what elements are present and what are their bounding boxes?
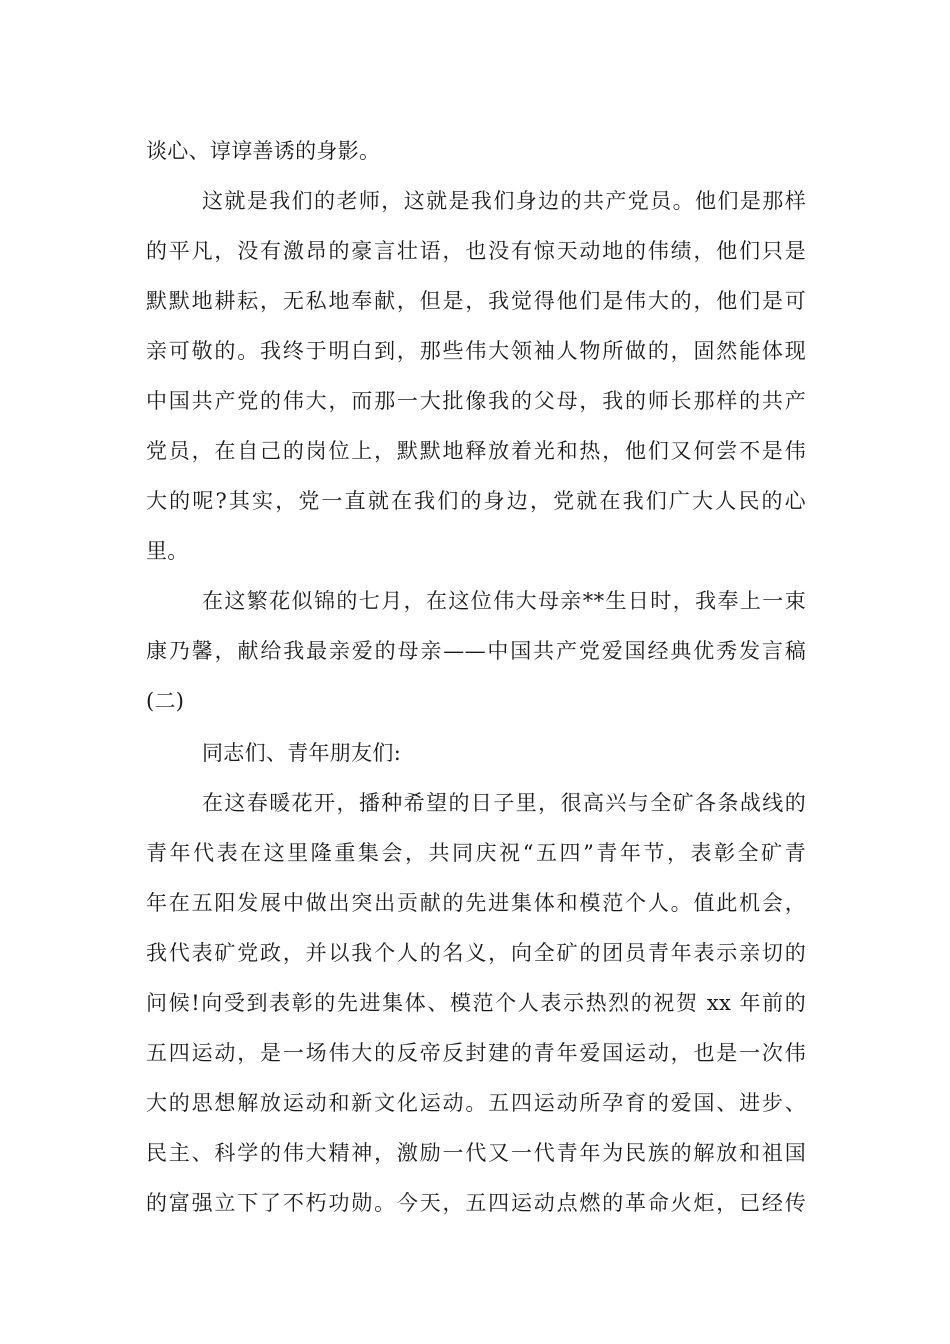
text-line: 的富强立下了不朽功勋。今天，五四运动点燃的革命火炬，已经传 [146,1191,806,1215]
text-line: 大的思想解放运动和新文化运动。五四运动所孕育的爱国、进步、 [146,1091,806,1115]
text-line: 在这春暖花开，播种希望的日子里，很高兴与全矿各条战线的 [202,791,806,815]
text-line: 在这繁花似锦的七月，在这位伟大母亲**生日时，我奉上一束 [202,589,806,613]
text-line: 默默地耕耘，无私地奉献，但是，我觉得他们是伟大的，他们是可 [146,289,806,313]
text-line: 民主、科学的伟大精神，激励一代又一代青年为民族的解放和祖国 [146,1141,806,1165]
text-line: 中国共产党的伟大，而那一大批像我的父母，我的师长那样的共产 [146,389,806,413]
text-line: (二) [146,689,185,713]
text-line: 这就是我们的老师，这就是我们身边的共产党员。他们是那样 [202,189,806,213]
text-line: 青年代表在这里隆重集会，共同庆祝“五四”青年节，表彰全矿青 [146,841,806,865]
text-line: 亲可敬的。我终于明白到，那些伟大领袖人物所做的，固然能体现 [146,339,806,363]
text-line: 年在五阳发展中做出突出贡献的先进集体和模范个人。值此机会， [146,891,806,915]
text-line: 我代表矿党政，并以我个人的名义，向全矿的团员青年表示亲切的 [146,941,806,965]
text-line: 大的呢?其实，党一直就在我们的身边，党就在我们广大人民的心 [146,489,806,513]
text-line: 党员，在自己的岗位上，默默地释放着光和热，他们又何尝不是伟 [146,439,806,463]
text-line: 五四运动，是一场伟大的反帝反封建的青年爱国运动，也是一次伟 [146,1041,806,1065]
text-line: 谈心、谆谆善诱的身影。 [146,139,381,163]
text-line: 同志们、青年朋友们: [202,741,402,765]
text-line: 里。 [146,539,189,563]
text-line: 的平凡，没有激昂的豪言壮语，也没有惊天动地的伟绩，他们只是 [146,239,806,263]
text-line: 问候!向受到表彰的先进集体、模范个人表示热烈的祝贺 xx 年前的 [146,991,806,1015]
text-line: 康乃馨，献给我最亲爱的母亲——中国共产党爱国经典优秀发言稿 [146,639,806,663]
